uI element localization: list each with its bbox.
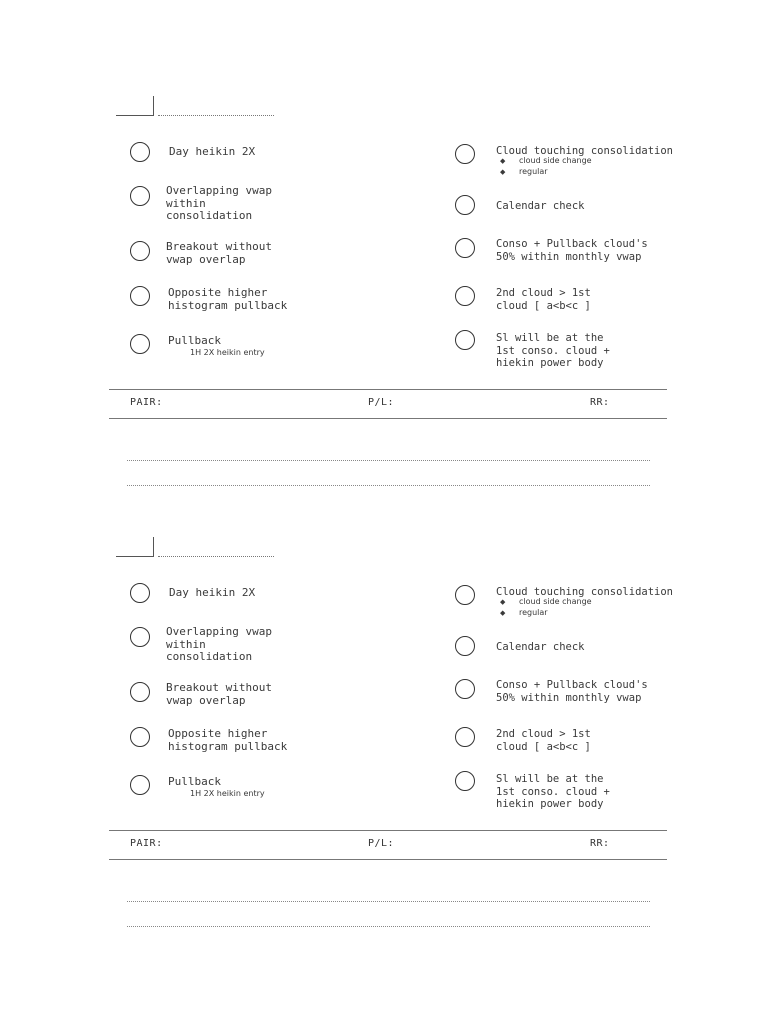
checklist-item-label: Opposite higher histogram pullback xyxy=(168,286,288,312)
checkbox-circle[interactable] xyxy=(130,775,150,795)
checkbox-circle[interactable] xyxy=(455,195,475,215)
divider xyxy=(109,830,667,831)
bullet-text: cloud side change xyxy=(519,156,592,165)
checkbox-circle[interactable] xyxy=(455,238,475,258)
checkbox-circle[interactable] xyxy=(130,286,150,306)
checklist-item-label: Overlapping vwap within consolidation xyxy=(166,184,272,222)
checklist-item-bullets xyxy=(500,597,592,618)
checkbox-circle[interactable] xyxy=(130,682,150,702)
checkbox-circle[interactable] xyxy=(455,727,475,747)
checklist-item-label: Calendar check xyxy=(496,200,585,212)
checkbox-circle[interactable] xyxy=(455,286,475,306)
pair-field-label: PAIR: xyxy=(130,838,163,849)
checkbox-circle[interactable] xyxy=(130,583,150,603)
checklist-item-label: 2nd cloud > 1st cloud [ a<b<c ] xyxy=(496,728,591,753)
checklist-item-label: 2nd cloud > 1st cloud [ a<b<c ] xyxy=(496,287,591,312)
bullet-item xyxy=(500,597,592,608)
pl-field-label: P/L: xyxy=(368,838,395,849)
title-corner-mark xyxy=(116,537,154,557)
rr-field-label: RR: xyxy=(590,397,610,408)
checklist-item-label: Conso + Pullback cloud's 50% within monthly vwap xyxy=(496,679,648,704)
title-input-line[interactable] xyxy=(158,115,274,116)
checklist-item-sublabel: 1H 2X heikin entry xyxy=(190,789,265,798)
checklist-item-label: Cloud touching consolidation xyxy=(496,145,674,157)
checkbox-circle[interactable] xyxy=(130,241,150,261)
notes-line[interactable] xyxy=(127,460,650,461)
bullet-icon: ◆ xyxy=(500,608,506,617)
checklist-item-bullets xyxy=(500,156,592,177)
checklist-item-label: Calendar check xyxy=(496,641,585,653)
bullet-item xyxy=(500,608,592,619)
checklist-item-label: Pullback xyxy=(168,334,221,347)
notes-line[interactable] xyxy=(127,901,650,902)
checklist-item-label: Breakout without vwap overlap xyxy=(166,681,272,707)
checklist-item-label: Day heikin 2X xyxy=(169,586,256,599)
checklist-item-label: Opposite higher histogram pullback xyxy=(168,727,288,753)
corner-horizontal xyxy=(116,556,154,557)
checkbox-circle[interactable] xyxy=(455,679,475,699)
bullet-icon: ◆ xyxy=(500,167,506,176)
checkbox-circle[interactable] xyxy=(130,142,150,162)
checkbox-circle[interactable] xyxy=(455,636,475,656)
notes-line[interactable] xyxy=(127,926,650,927)
title-input-line[interactable] xyxy=(158,556,274,557)
notes-line[interactable] xyxy=(127,485,650,486)
checkbox-circle[interactable] xyxy=(130,627,150,647)
bullet-icon: ◆ xyxy=(500,598,506,606)
checklist-item-label: Overlapping vwap within consolidation xyxy=(166,625,272,663)
bullet-text: regular xyxy=(519,607,548,617)
checklist-item-label: Pullback xyxy=(168,775,221,788)
bullet-icon: ◆ xyxy=(500,157,506,165)
checklist-item-sublabel: 1H 2X heikin entry xyxy=(190,348,265,357)
checklist-item-label: Sl will be at the 1st conso. cloud + hiekin power body xyxy=(496,332,610,369)
divider xyxy=(109,859,667,860)
rr-field-label: RR: xyxy=(590,838,610,849)
checklist-item-label: Day heikin 2X xyxy=(169,145,256,158)
corner-vertical xyxy=(153,537,154,557)
divider xyxy=(109,389,667,390)
divider xyxy=(109,418,667,419)
bullet-text: regular xyxy=(519,166,548,176)
checklist-item-label: Cloud touching consolidation xyxy=(496,586,674,598)
checkbox-circle[interactable] xyxy=(130,727,150,747)
pl-field-label: P/L: xyxy=(368,397,395,408)
checkbox-circle[interactable] xyxy=(455,330,475,350)
bullet-text: cloud side change xyxy=(519,597,592,606)
checkbox-circle[interactable] xyxy=(455,771,475,791)
corner-vertical xyxy=(153,96,154,116)
checkbox-circle[interactable] xyxy=(455,585,475,605)
checklist-card xyxy=(0,96,768,516)
corner-horizontal xyxy=(116,115,154,116)
title-corner-mark xyxy=(116,96,154,116)
checklist-card xyxy=(0,537,768,957)
checklist-item-label: Conso + Pullback cloud's 50% within monthly vwap xyxy=(496,238,648,263)
checklist-item-label: Sl will be at the 1st conso. cloud + hiekin power body xyxy=(496,773,610,810)
bullet-item xyxy=(500,167,592,178)
checkbox-circle[interactable] xyxy=(130,186,150,206)
pair-field-label: PAIR: xyxy=(130,397,163,408)
checkbox-circle[interactable] xyxy=(130,334,150,354)
bullet-item xyxy=(500,156,592,167)
checkbox-circle[interactable] xyxy=(455,144,475,164)
checklist-item-label: Breakout without vwap overlap xyxy=(166,240,272,266)
